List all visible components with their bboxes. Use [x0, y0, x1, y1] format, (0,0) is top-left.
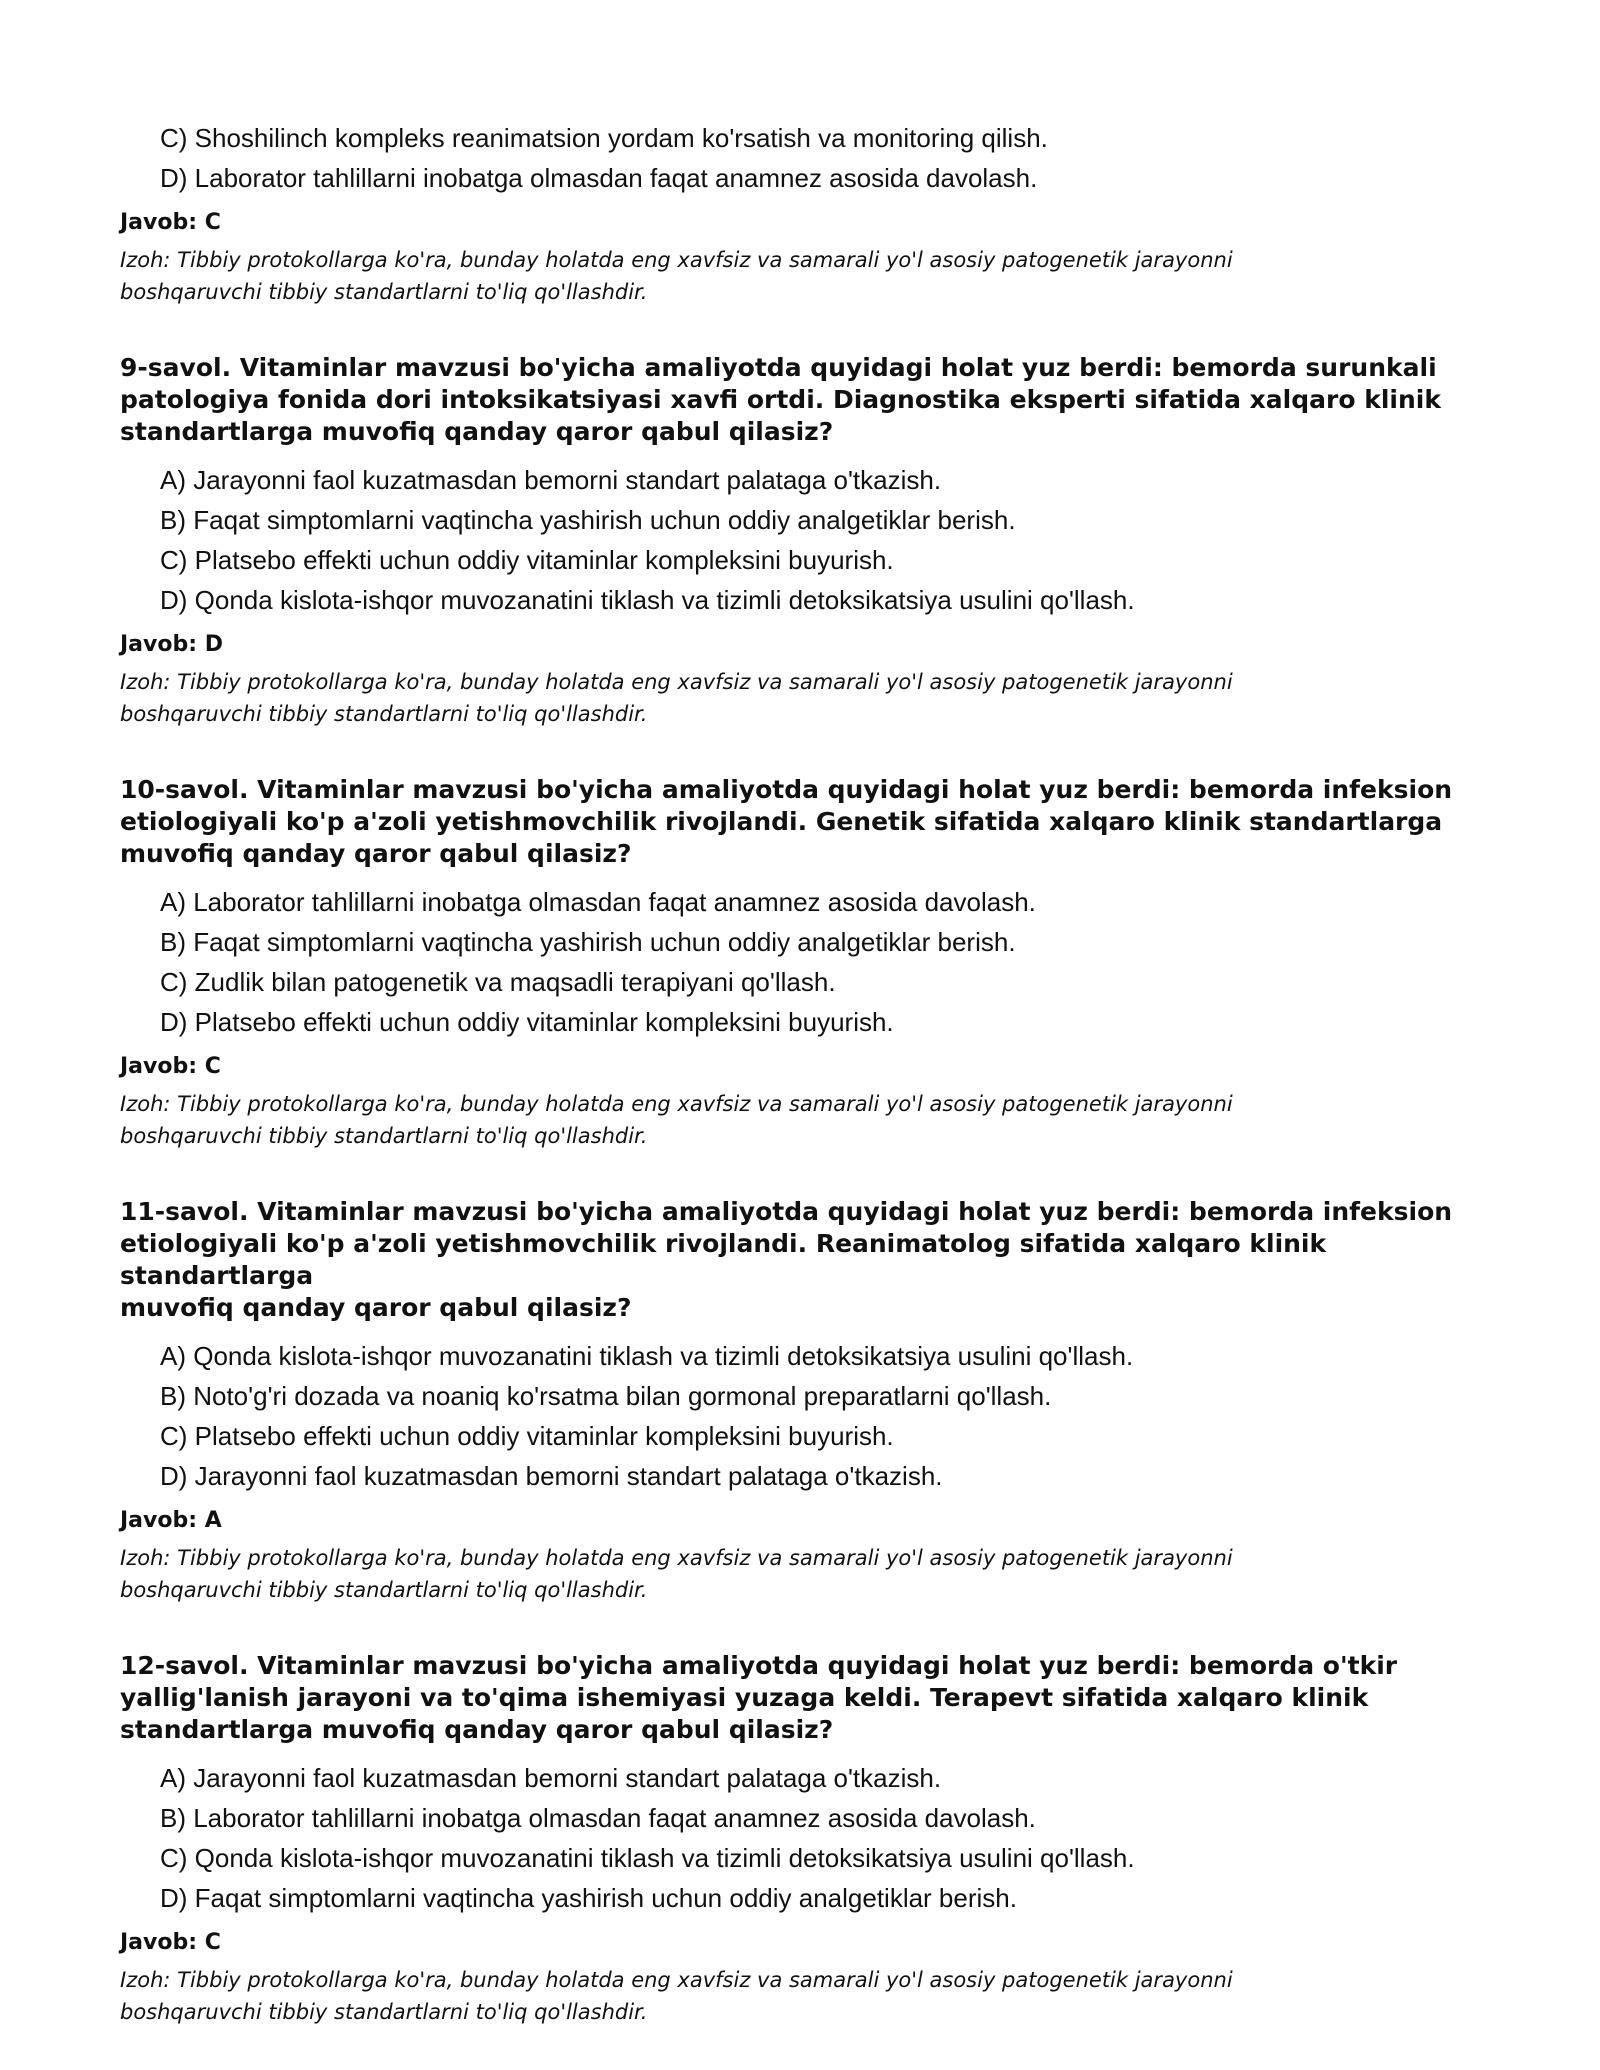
option-d: D) Platsebo effekti uchun oddiy vitaminlar kompleksini buyurish. — [160, 1007, 894, 1037]
option-c: C) Zudlik bilan patogenetik va maqsadli terapiyani qo'llash. — [160, 967, 836, 997]
question-title-line: 10-savol. Vitaminlar mavzusi bo'yicha amaliyotda quyidagi holat yuz berdi: bemorda infeksion — [120, 775, 1453, 804]
note-line: boshqaruvchi tibbiy standartlarni to'liq qo'llashdir. — [120, 1578, 648, 1602]
note-line: Izoh: Tibbiy protokollarga ko'ra, bunday holatda eng xavfsiz va samarali yo'l asosiy patogenetik jarayonni — [120, 1968, 1233, 1992]
answer-label: Javob: C — [120, 1930, 221, 1955]
note-line: Izoh: Tibbiy protokollarga ko'ra, bunday holatda eng xavfsiz va samarali yo'l asosiy patogenetik jarayonni — [120, 1092, 1233, 1116]
question-title — [120, 774, 1500, 870]
option-d: D) Qonda kislota-ishqor muvozanatini tiklash va tizimli detoksikatsiya usulini qo'llash. — [160, 585, 1135, 615]
option-list — [120, 118, 1500, 198]
option-b: B) Faqat simptomlarni vaqtincha yashirish uchun oddiy analgetiklar berish. — [160, 927, 1016, 957]
question-title-line: muvofiq qanday qaror qabul qilasiz? — [120, 839, 632, 868]
option-list — [120, 1758, 1500, 1918]
option-a: A) Qonda kislota-ishqor muvozanatini tiklash va tizimli detoksikatsiya usulini qo'llash. — [160, 1341, 1134, 1371]
option-b: B) Noto'g'ri dozada va noaniq ko'rsatma bilan gormonal preparatlarni qo'llash. — [160, 1381, 1052, 1411]
question-title-line: yallig'lanish jarayoni va to'qima ishemiyasi yuzaga keldi. Terapevt sifatida xalqaro klinik — [120, 1683, 1369, 1712]
question-title-line: etiologiyali ko'p a'zoli yetishmovchilik rivojlandi. Reanimatolog sifatida xalqaro klinik standartlarga — [120, 1229, 1327, 1290]
option-b: B) Faqat simptomlarni vaqtincha yashirish uchun oddiy analgetiklar berish. — [160, 505, 1016, 535]
option-d: D) Laborator tahlillarni inobatga olmasdan faqat anamnez asosida davolash. — [160, 163, 1038, 193]
explanation-note — [120, 1542, 1500, 1606]
answer-label: Javob: C — [120, 1054, 221, 1079]
note-line: Izoh: Tibbiy protokollarga ko'ra, bunday holatda eng xavfsiz va samarali yo'l asosiy patogenetik jarayonni — [120, 1546, 1233, 1570]
question-11 — [120, 1196, 1500, 1606]
option-a: A) Jarayonni faol kuzatmasdan bemorni standart palataga o'tkazish. — [160, 465, 942, 495]
question-title — [120, 352, 1500, 448]
explanation-note — [120, 244, 1500, 308]
document-page — [120, 118, 1500, 2028]
option-a: A) Jarayonni faol kuzatmasdan bemorni standart palataga o'tkazish. — [160, 1763, 942, 1793]
option-list — [120, 460, 1500, 620]
question-title-line: patologiya fonida dori intoksikatsiyasi xavfi ortdi. Diagnostika eksperti sifatida xalqaro klinik — [120, 385, 1441, 414]
option-c: C) Qonda kislota-ishqor muvozanatini tiklash va tizimli detoksikatsiya usulini qo'llash. — [160, 1843, 1135, 1873]
answer-label: Javob: C — [120, 210, 221, 235]
option-list — [120, 882, 1500, 1042]
option-d: D) Jarayonni faol kuzatmasdan bemorni standart palataga o'tkazish. — [160, 1461, 943, 1491]
answer-label: Javob: D — [120, 632, 223, 657]
question-title-line: standartlarga muvofiq qanday qaror qabul qilasiz? — [120, 1715, 834, 1744]
question-title-line: etiologiyali ko'p a'zoli yetishmovchilik rivojlandi. Genetik sifatida xalqaro klinik standartlarga — [120, 807, 1443, 836]
note-line: Izoh: Tibbiy protokollarga ko'ra, bunday holatda eng xavfsiz va samarali yo'l asosiy patogenetik jarayonni — [120, 248, 1233, 272]
question-title-line: 12-savol. Vitaminlar mavzusi bo'yicha amaliyotda quyidagi holat yuz berdi: bemorda o'tkir — [120, 1651, 1398, 1680]
option-c: C) Platsebo effekti uchun oddiy vitaminlar kompleksini buyurish. — [160, 545, 894, 575]
question-9 — [120, 352, 1500, 730]
note-line: boshqaruvchi tibbiy standartlarni to'liq qo'llashdir. — [120, 1124, 648, 1148]
question-title — [120, 1650, 1500, 1746]
question-8-continuation — [120, 118, 1500, 308]
question-10 — [120, 774, 1500, 1152]
explanation-note — [120, 1964, 1500, 2028]
question-title — [120, 1196, 1500, 1324]
option-b: B) Laborator tahlillarni inobatga olmasdan faqat anamnez asosida davolash. — [160, 1803, 1036, 1833]
option-d: D) Faqat simptomlarni vaqtincha yashirish uchun oddiy analgetiklar berish. — [160, 1883, 1017, 1913]
question-title-line: muvofiq qanday qaror qabul qilasiz? — [120, 1293, 632, 1322]
note-line: boshqaruvchi tibbiy standartlarni to'liq qo'llashdir. — [120, 702, 648, 726]
question-title-line: standartlarga muvofiq qanday qaror qabul qilasiz? — [120, 417, 834, 446]
option-c: C) Shoshilinch kompleks reanimatsion yordam ko'rsatish va monitoring qilish. — [160, 123, 1048, 153]
explanation-note — [120, 666, 1500, 730]
explanation-note — [120, 1088, 1500, 1152]
question-title-line: 11-savol. Vitaminlar mavzusi bo'yicha amaliyotda quyidagi holat yuz berdi: bemorda infeksion — [120, 1197, 1453, 1226]
note-line: Izoh: Tibbiy protokollarga ko'ra, bunday holatda eng xavfsiz va samarali yo'l asosiy patogenetik jarayonni — [120, 670, 1233, 694]
answer-label: Javob: A — [120, 1508, 222, 1533]
note-line: boshqaruvchi tibbiy standartlarni to'liq qo'llashdir. — [120, 280, 648, 304]
option-list — [120, 1336, 1500, 1496]
question-title-line: 9-savol. Vitaminlar mavzusi bo'yicha amaliyotda quyidagi holat yuz berdi: bemorda surunkali — [120, 353, 1437, 382]
option-a: A) Laborator tahlillarni inobatga olmasdan faqat anamnez asosida davolash. — [160, 887, 1036, 917]
option-c: C) Platsebo effekti uchun oddiy vitaminlar kompleksini buyurish. — [160, 1421, 894, 1451]
note-line: boshqaruvchi tibbiy standartlarni to'liq qo'llashdir. — [120, 2000, 648, 2024]
question-12 — [120, 1650, 1500, 2028]
